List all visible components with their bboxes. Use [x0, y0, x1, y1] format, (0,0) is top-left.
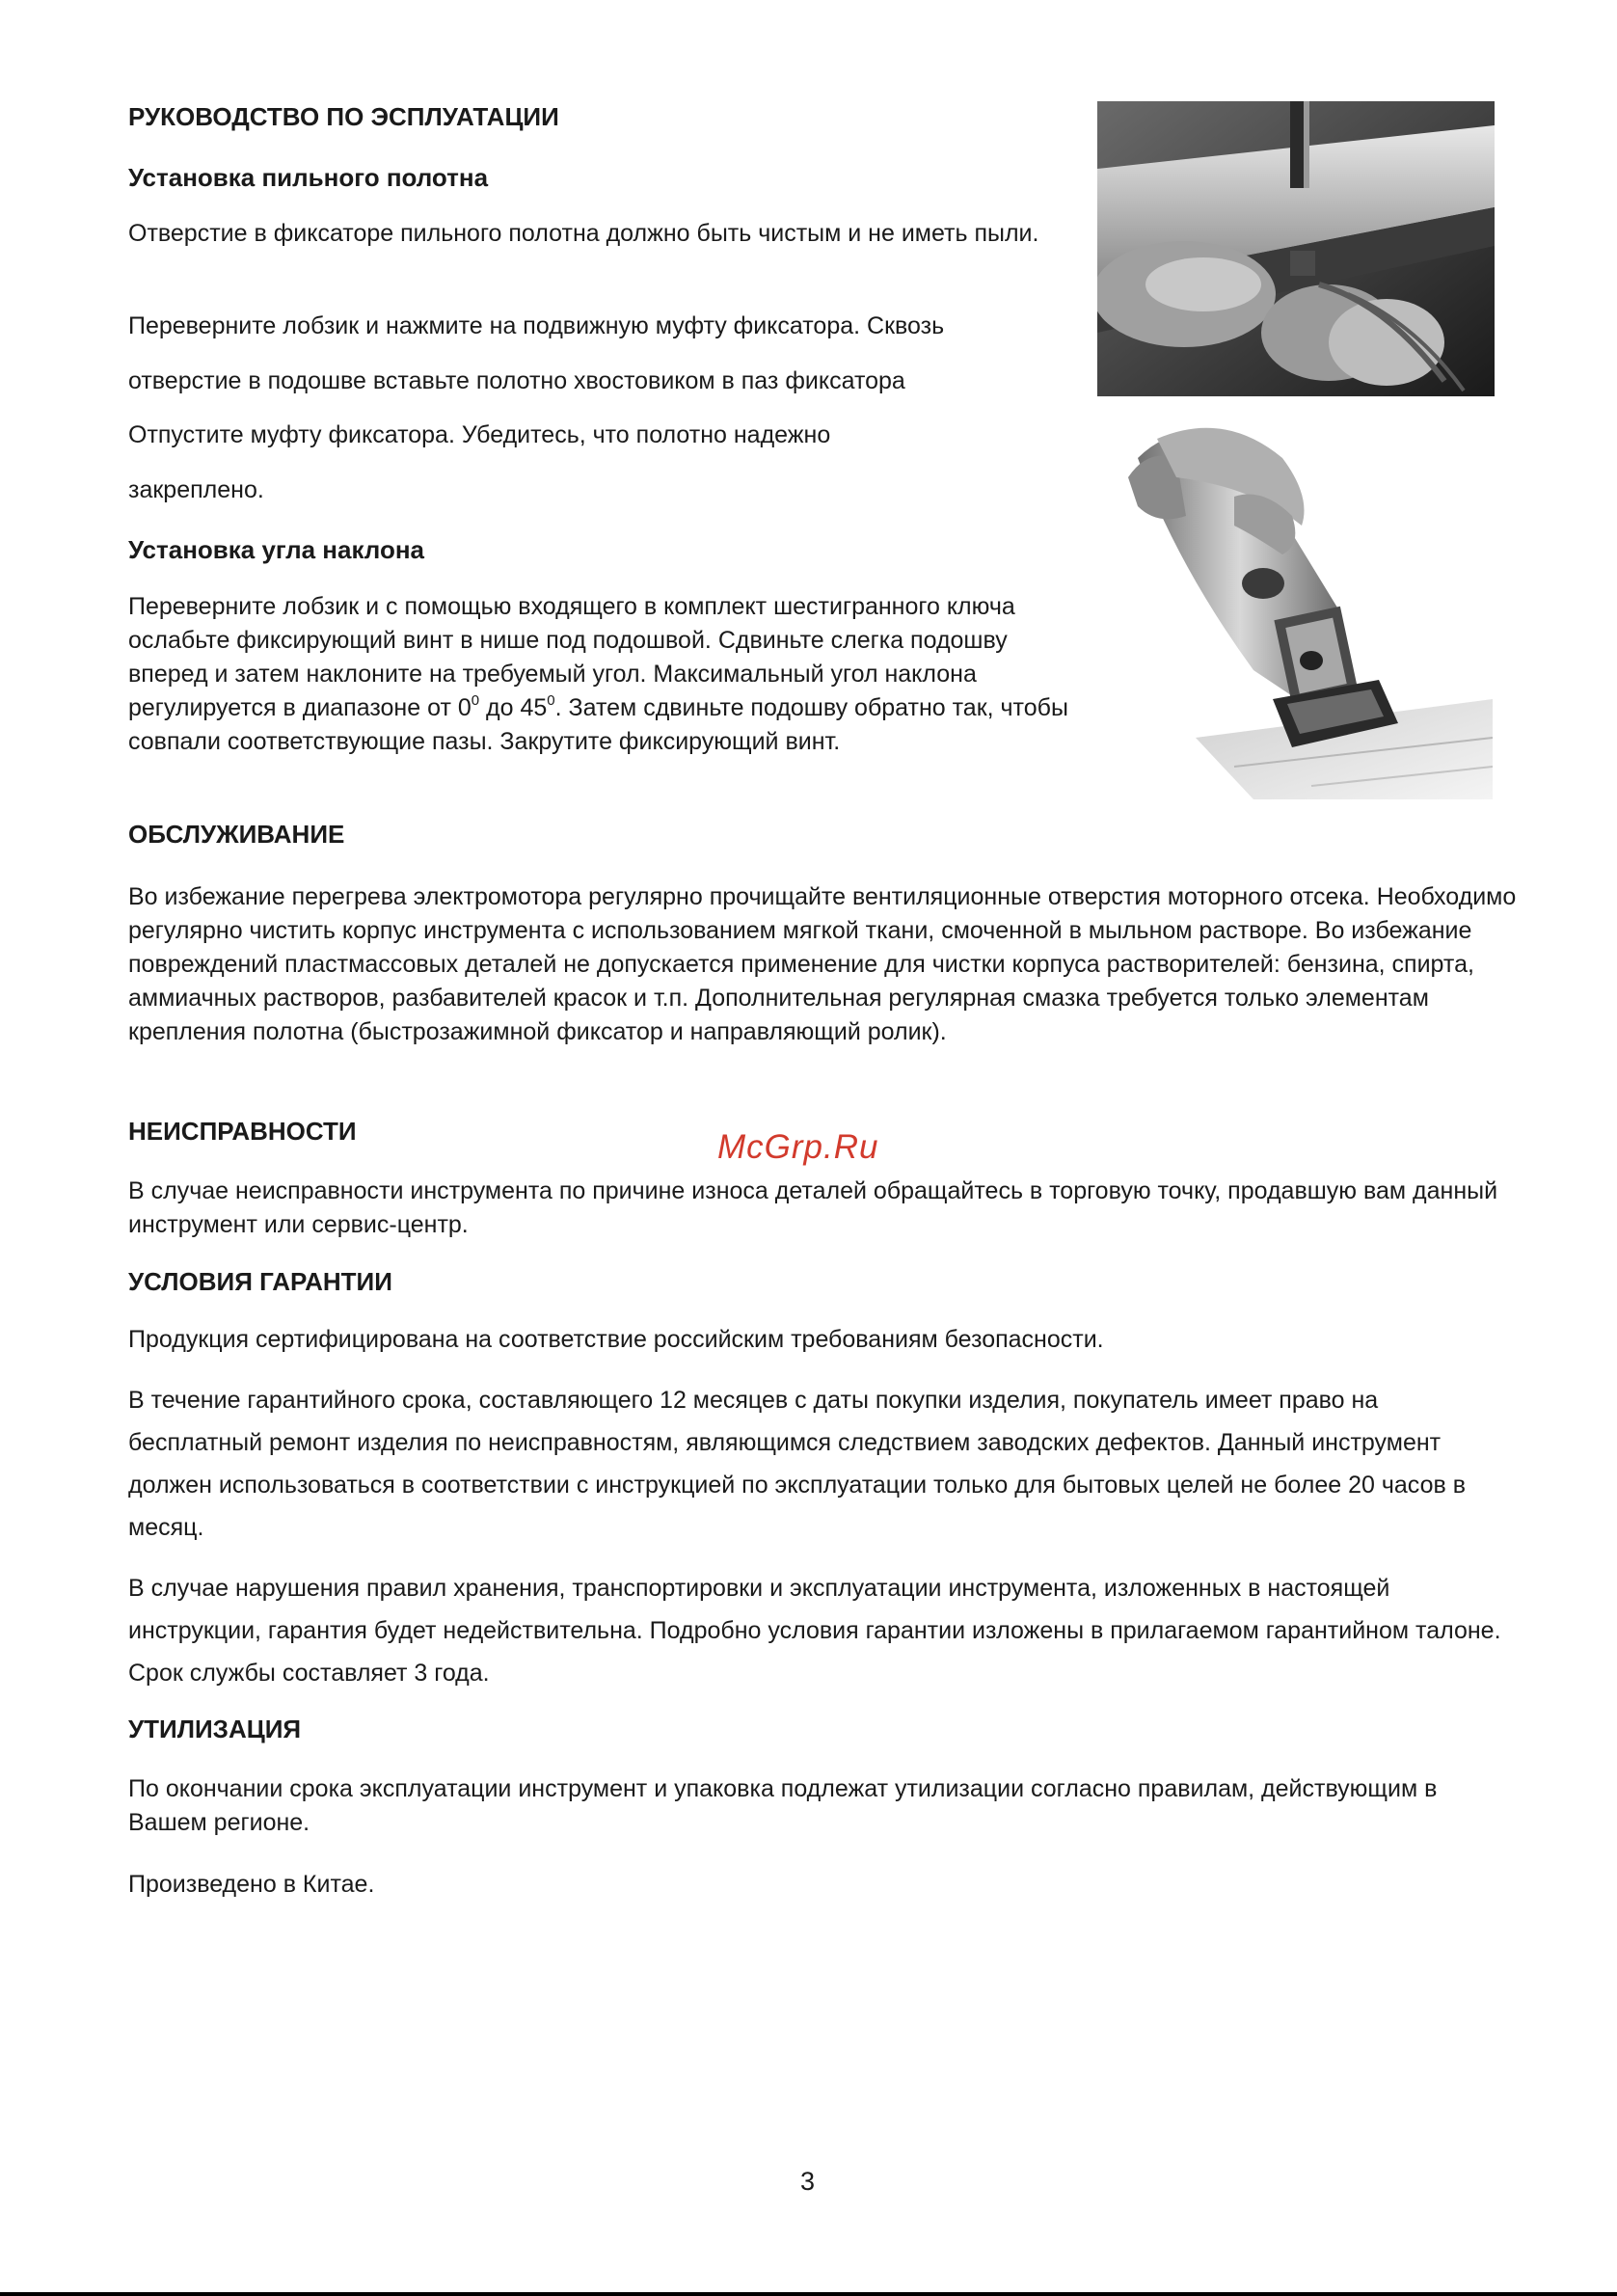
blade-install-photo: [1097, 101, 1495, 396]
warranty-heading: УСЛОВИЯ ГАРАНТИИ: [128, 1267, 392, 1296]
disposal-heading: УТИЛИЗАЦИЯ: [128, 1715, 302, 1743]
page-number: 3: [800, 2167, 816, 2196]
disposal-p1: По окончании срока эксплуатации инструмент и упаковка подлежат утилизации согласно правилам, действующим в Вашем регионе.: [128, 1775, 1438, 1836]
blade-install-heading: Установка пильного полотна: [128, 163, 489, 192]
bottom-rule: [0, 2292, 1617, 2296]
service-text: Во избежание перегрева электромотора регулярно прочищайте вентиляционные отверстия моторного отсека. Необходимо регулярно чистить корпус инструмента с использованием мягкой ткани, смоченной в мыльном растворе. Во избежание повреждений пластмассовых деталей не допускается применение для чистки корпуса растворителей: бензина, спирта, аммиачных растворов, разбавителей красок и т.п. Дополнительная регулярная смазка требуется только элементам крепления полотна (быстрозажимной фиксатор и направляющий ролик).: [128, 883, 1517, 1045]
angle-adjust-photo: [1118, 419, 1493, 799]
warranty-p1: Продукция сертифицирована на соответствие российским требованиям безопасности.: [128, 1326, 1104, 1353]
warranty-p2: В течение гарантийного срока, составляющего 12 месяцев с даты покупки изделия, покупатель имеет право на бесплатный ремонт изделия по неисправностям, являющимся следствием заводских дефектов. Данный инструмент должен использоваться в соответствии с инструкцией по эксплуатации только для бытовых целей не более 20 часов в месяц.: [128, 1387, 1466, 1541]
blade-install-p2: Переверните лобзик и нажмите на подвижную муфту фиксатора. Сквозь: [128, 312, 945, 339]
blade-install-illustration: [1097, 101, 1495, 396]
blade-install-p4: Отпустите муфту фиксатора. Убедитесь, что полотно надежно: [128, 421, 831, 448]
degree-sup-2: 0: [547, 691, 555, 709]
page-title: РУКОВОДСТВО ПО ЭСПЛУАТАЦИИ: [128, 102, 559, 131]
warranty-p3: В случае нарушения правил хранения, транспортировки и эксплуатации инструмента, изложенных в настоящей инструкции, гарантия будет недействительна. Подробно условия гарантии изложены в прилагаемом гарантийном талоне. Срок службы составляет 3 года.: [128, 1575, 1501, 1687]
disposal-p2: Произведено в Китае.: [128, 1871, 375, 1898]
faults-heading: НЕИСПРАВНОСТИ: [128, 1117, 357, 1146]
watermark: McGrp.Ru: [717, 1128, 879, 1166]
blade-install-p3: отверстие в подошве вставьте полотно хвостовиком в паз фиксатора: [128, 367, 905, 394]
service-heading: ОБСЛУЖИВАНИЕ: [128, 820, 345, 849]
angle-heading: Установка угла наклона: [128, 535, 425, 564]
blade-install-p5: закреплено.: [128, 476, 264, 503]
blade-install-p1: Отверстие в фиксаторе пильного полотна должно быть чистым и не иметь пыли.: [128, 220, 1039, 247]
angle-text: Переверните лобзик и с помощью входящего в комплект шестигранного ключа ослабьте фиксирующий винт в нише под подошвой. Сдвиньте слегка подошву вперед и затем наклоните на требуемый угол. Максимальный угол наклона регулируется в диапазоне от $0^0$ до $45^0$. Затем сдвиньте подошву обратно так, чтобы совпали соответствующие пазы. Закрутите фиксирующий винт.: [128, 593, 1068, 755]
faults-text: В случае неисправности инструмента по причине износа деталей обращайтесь в торговую точку, продавшую вам данный инструмент или сервис-центр.: [128, 1177, 1498, 1238]
angle-adjust-illustration: [1118, 419, 1493, 799]
degree-sup-1: 0: [471, 691, 480, 709]
